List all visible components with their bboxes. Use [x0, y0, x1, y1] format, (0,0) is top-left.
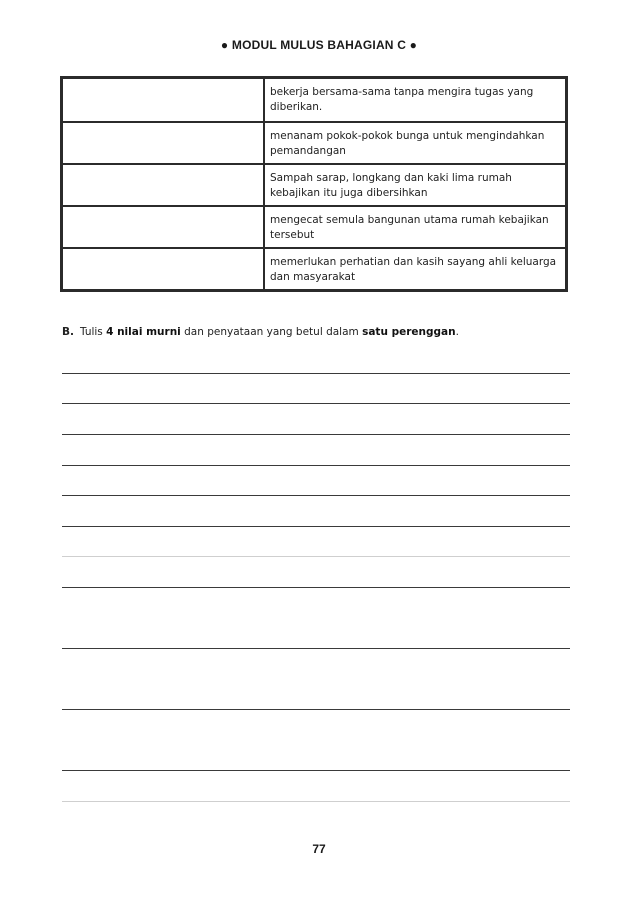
question-emphasis: 4 nilai murni: [106, 326, 181, 338]
writing-line[interactable]: [62, 495, 570, 496]
statement-cell: memerlukan perhatian dan kasih sayang ahli keluarga dan masyarakat: [264, 248, 566, 290]
table-row: [62, 122, 566, 164]
question-text: .: [455, 326, 459, 338]
page-header: ● MODUL MULUS BAHAGIAN C ●: [220, 38, 418, 52]
writing-line[interactable]: [62, 648, 570, 649]
answer-cell[interactable]: [62, 78, 264, 122]
answer-table: [60, 76, 568, 292]
statement-cell: bekerja bersama-sama tanpa mengira tugas yang diberikan.: [264, 78, 566, 122]
answer-cell[interactable]: [62, 122, 264, 164]
statement-cell: menanam pokok-pokok bunga untuk mengindahkan pemandangan: [264, 122, 566, 164]
question-text: Tulis: [80, 326, 107, 338]
table-row: [62, 164, 566, 206]
question-emphasis: satu perenggan: [362, 326, 456, 338]
statement-cell: mengecat semula bangunan utama rumah kebajikan tersebut: [264, 206, 566, 248]
question-text: dan penyataan yang betul dalam: [180, 326, 363, 338]
question-b: [62, 326, 459, 338]
answer-cell[interactable]: [62, 164, 264, 206]
writing-line[interactable]: [62, 434, 570, 435]
table-row: [62, 248, 566, 290]
writing-line[interactable]: [62, 556, 570, 557]
writing-line[interactable]: [62, 526, 570, 527]
writing-line[interactable]: [62, 587, 570, 588]
question-label: B.: [62, 326, 74, 338]
writing-line[interactable]: [62, 801, 570, 802]
page-number: 77: [312, 842, 326, 856]
answer-cell[interactable]: [62, 206, 264, 248]
statement-cell: Sampah sarap, longkang dan kaki lima rumah kebajikan itu juga dibersihkan: [264, 164, 566, 206]
writing-line[interactable]: [62, 709, 570, 710]
writing-line[interactable]: [62, 770, 570, 771]
writing-line[interactable]: [62, 465, 570, 466]
table-row: [62, 78, 566, 122]
table-row: [62, 206, 566, 248]
writing-line[interactable]: [62, 373, 570, 374]
answer-cell[interactable]: [62, 248, 264, 290]
writing-line[interactable]: [62, 403, 570, 404]
